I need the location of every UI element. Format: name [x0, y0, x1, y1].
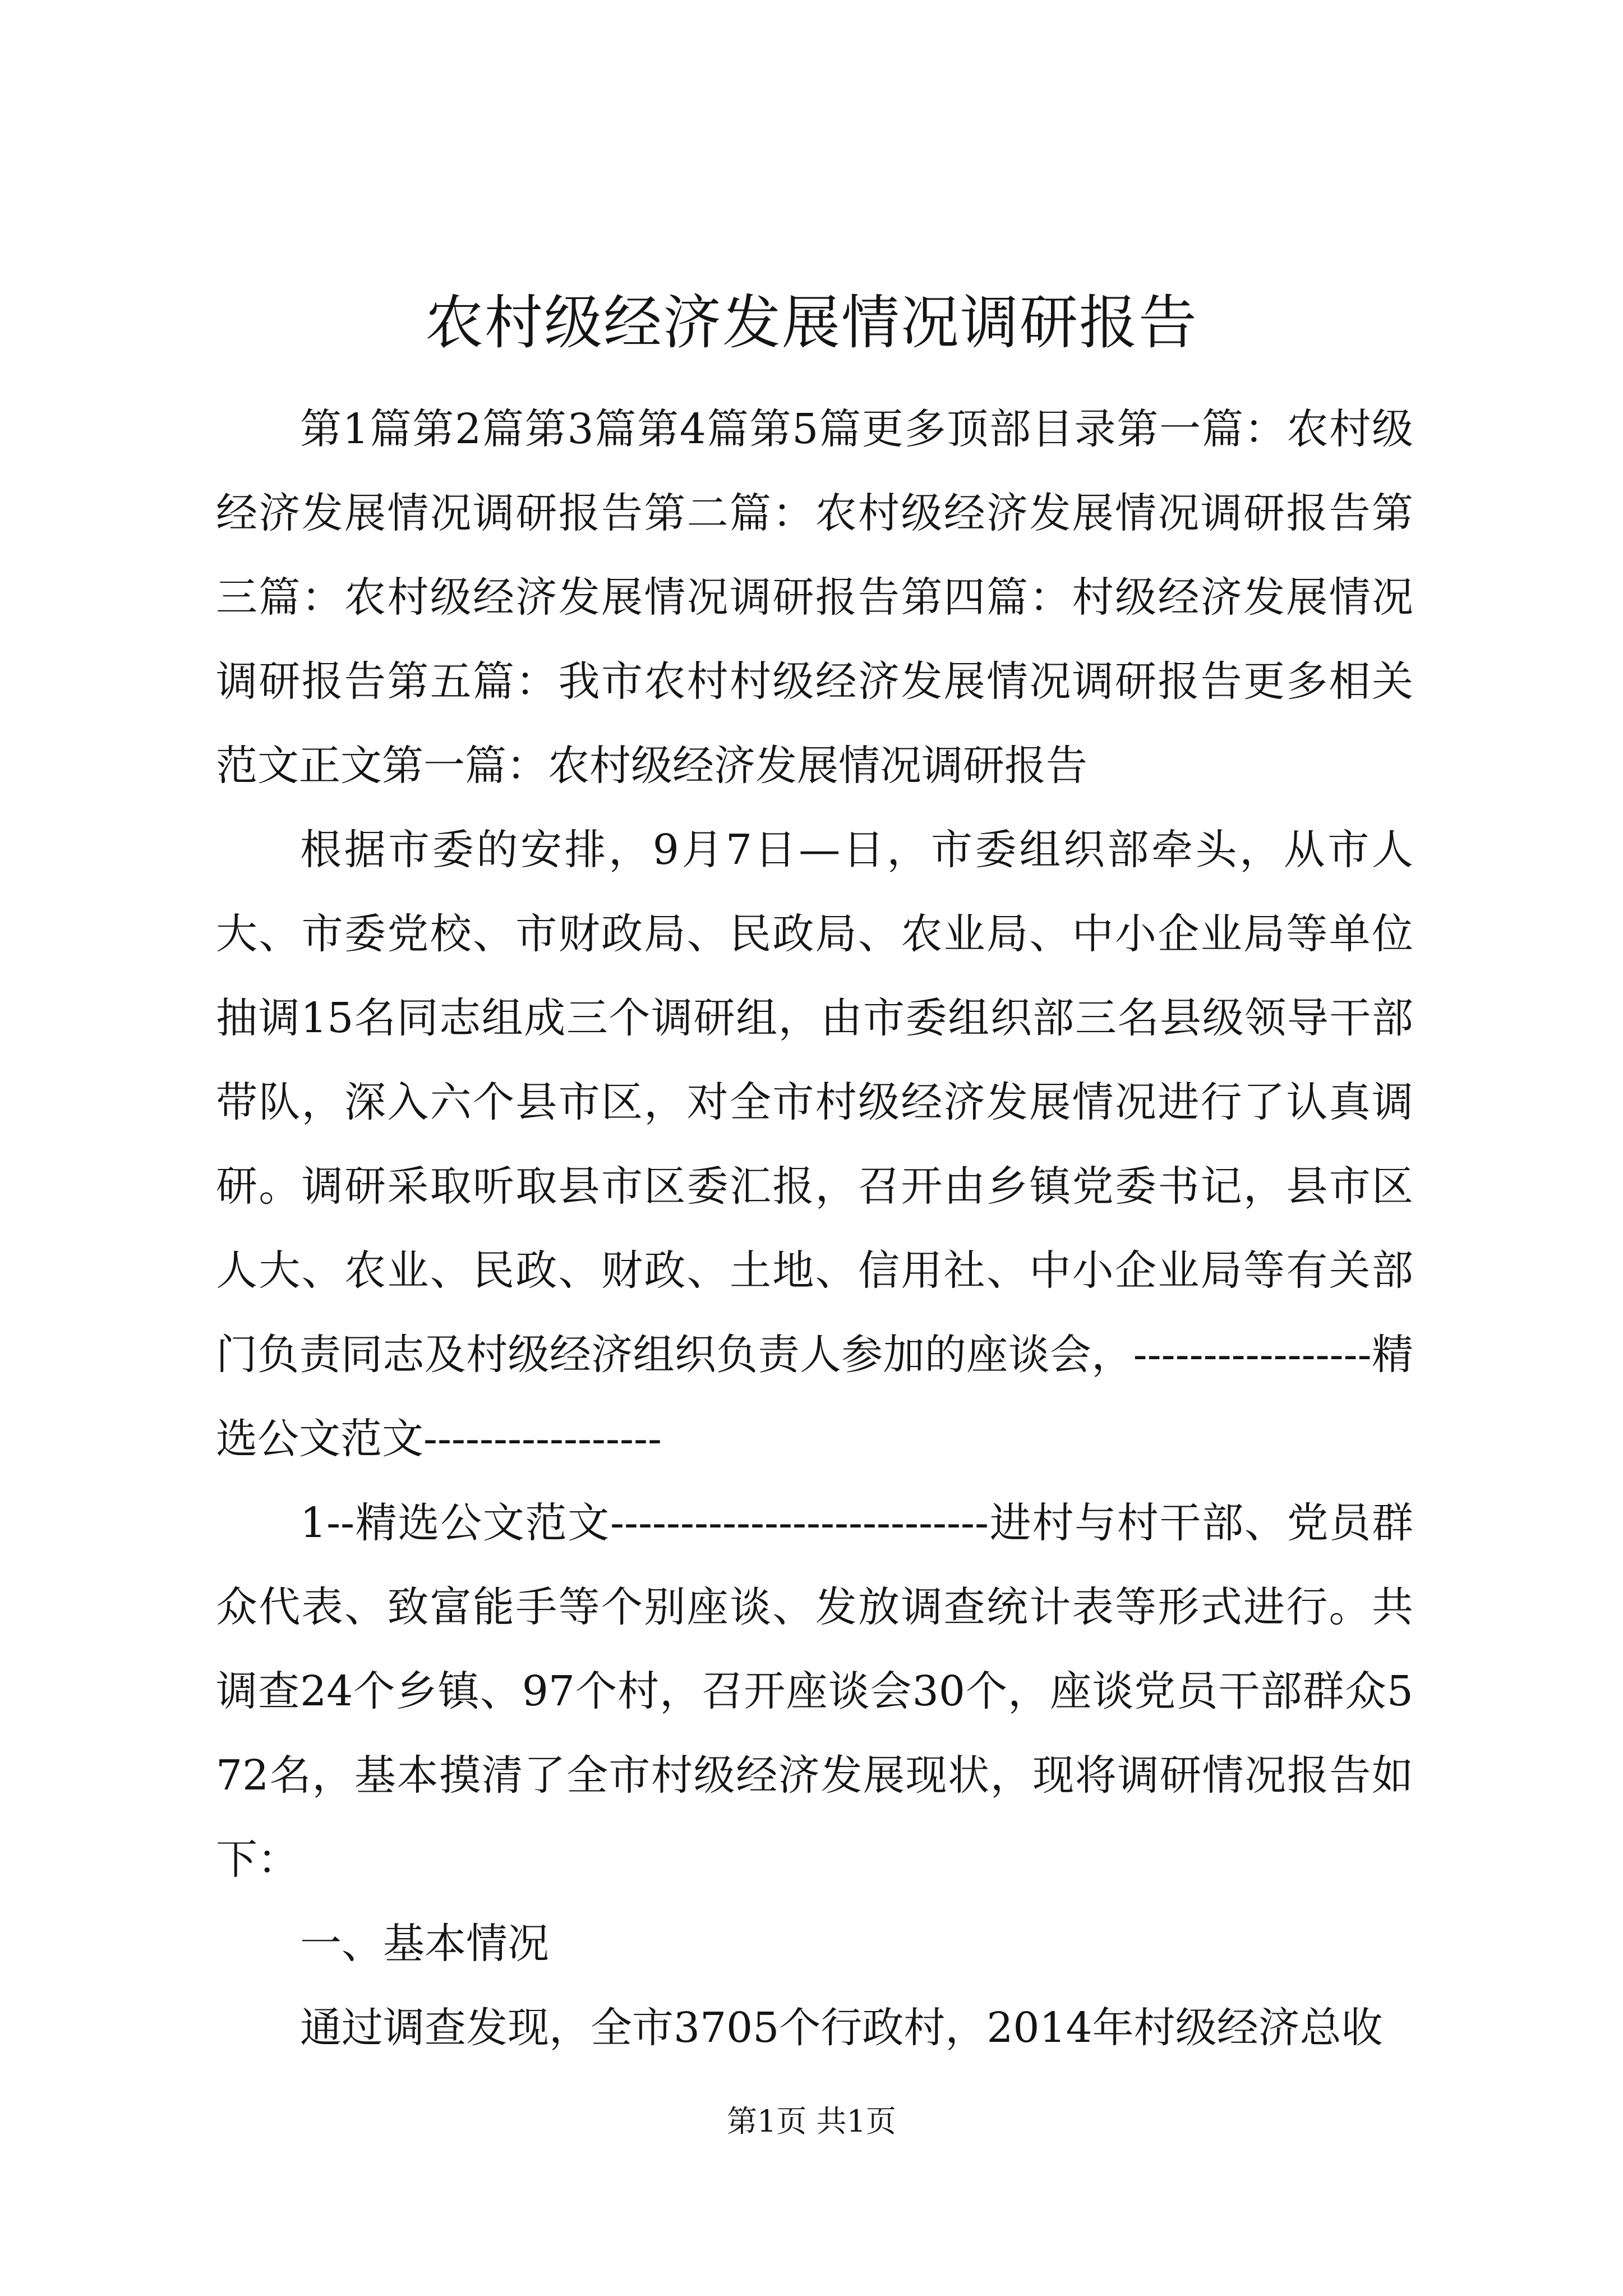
paragraph-table-of-contents: 第1篇第2篇第3篇第4篇第5篇更多顶部目录第一篇：农村级经济发展情况调研报告第二篇：农村级经济发展情况调研报告第三篇：农村级经济发展情况调研报告第四篇：村级经济发展情况调研报告第五篇：我市农村村级经济发展情况调研报告更多相关范文正文第一篇：农村级经济发展情况调研报告 [216, 405, 1413, 790]
page-footer: 第1页 共1页 [727, 2104, 896, 2139]
paragraph-survey-method: 1--精选公文范文---------------------------进村与村干部、党员群众代表、致富能手等个别座谈、发放调查统计表等形式进行。共调查24个乡镇、97个村，召开座谈会30个，座谈党员干部群众572名，基本摸清了全市村级经济发展现状，现将调研情况报告如下： [216, 1499, 1413, 1884]
document-title: 农村级经济发展情况调研报告 [425, 288, 1198, 357]
document-body [216, 387, 1413, 2070]
paragraph-background: 根据市委的安排，9月7日—日，市委组织部牵头，从市人大、市委党校、市财政局、民政局、农业局、中小企业局等单位抽调15名同志组成三个调研组，由市委组织部三名县级领导干部带队，深入六个县市区，对全市村级经济发展情况进行了认真调研。调研采取听取县市区委汇报，召开由乡镇党委书记，县市区人大、农业、民政、财政、土地、信用社、中小企业局等有关部门负责同志及村级经济组织负责人参加的座谈会，-----------------精选公文范文----------------- [216, 826, 1413, 1463]
paragraph-findings: 通过调查发现，全市3705个行政村，2014年村级经济总收 [300, 2004, 1383, 2052]
section-heading-basic-situation: 一、基本情况 [300, 1920, 549, 1968]
